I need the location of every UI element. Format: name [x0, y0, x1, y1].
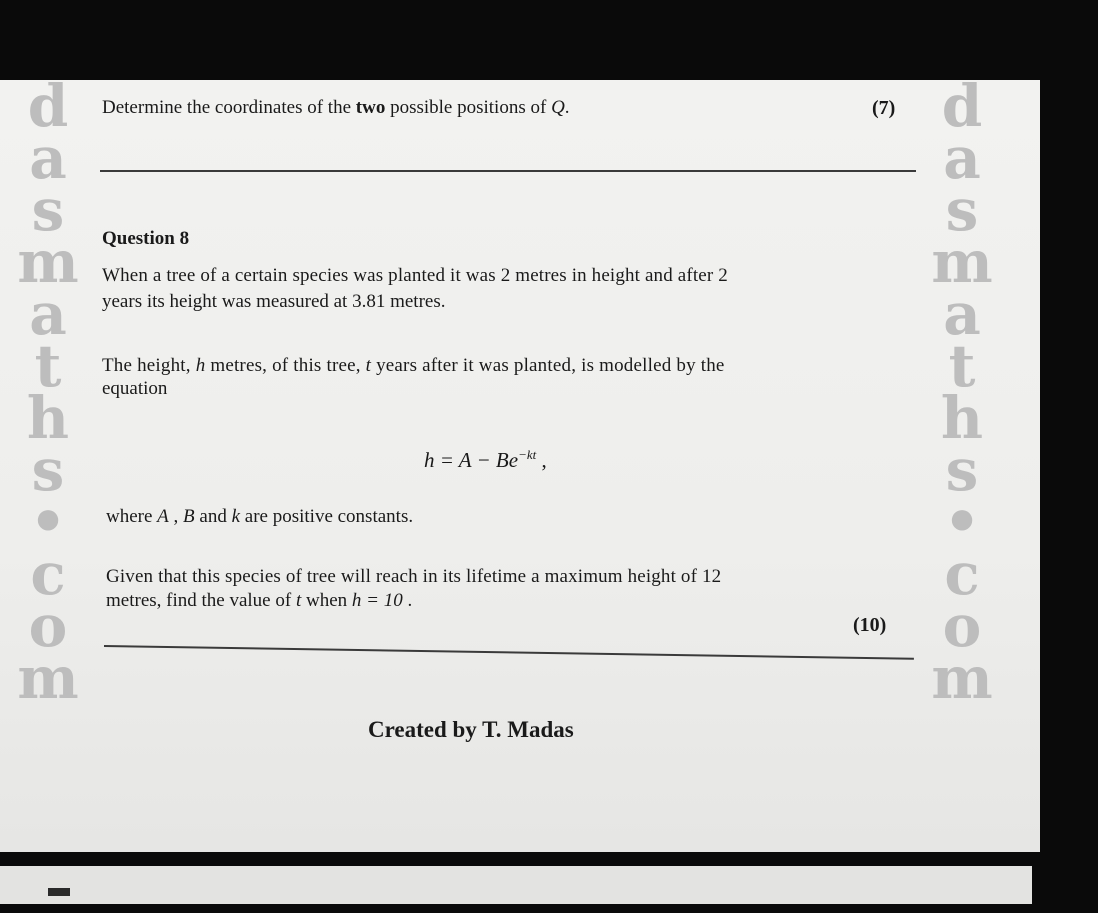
intro-line-1: When a tree of a certain species was planted it was 2 metres in height and after 2: [102, 265, 728, 286]
watermark-letter: a: [29, 280, 67, 348]
watermark-letter: c: [944, 540, 980, 608]
watermark-letter: m: [17, 228, 79, 296]
previous-task-marks: (7): [872, 97, 896, 119]
question-marks: (10): [853, 614, 887, 636]
intro-line-2: years its height was measured at 3.81 metres.: [102, 291, 446, 312]
model-equation: $h = A - Be^{-kt}$ ,: [424, 447, 547, 472]
watermark-letter: h: [26, 384, 70, 452]
model-line-1: The height, h metres, of this tree, t years after it was planted, is modelled by the: [102, 355, 725, 376]
watermark-letter: •: [943, 488, 981, 556]
constants-line: where A , B and k are positive constants.: [106, 506, 414, 527]
watermark-letter: m: [17, 644, 79, 712]
model-line-2: equation: [102, 378, 168, 399]
watermark-letter: t: [34, 332, 62, 400]
question-heading: Question 8: [102, 228, 190, 249]
watermark-letter: a: [943, 124, 981, 192]
watermark-letter: s: [31, 176, 65, 244]
watermark-letter: t: [948, 332, 976, 400]
watermark-letter: s: [945, 176, 979, 244]
watermark-letter: d: [27, 72, 69, 140]
watermark-letter: h: [940, 384, 984, 452]
divider-line: [100, 170, 916, 172]
watermark-letter: •: [29, 488, 67, 556]
watermark-letter: s: [31, 436, 65, 504]
watermark-right: [922, 72, 1002, 712]
author-credit: Created by T. Madas: [368, 717, 574, 742]
given-line-2: metres, find the value of t when h = 10 .: [106, 590, 413, 611]
watermark-letter: a: [29, 124, 67, 192]
watermark-letter: c: [30, 540, 66, 608]
previous-task-text: Determine the coordinates of the two possible positions of Q.: [102, 97, 570, 118]
watermark-letter: o: [942, 592, 982, 660]
watermark-left: [8, 72, 88, 712]
watermark-letter: m: [931, 228, 993, 296]
watermark-letter: m: [931, 644, 993, 712]
next-page-mark: [48, 888, 70, 896]
watermark-letter: o: [28, 592, 68, 660]
next-page-edge: [0, 866, 1032, 904]
watermark-letter: d: [941, 72, 983, 140]
watermark-letter: s: [945, 436, 979, 504]
watermark-letter: a: [943, 280, 981, 348]
given-line-1: Given that this species of tree will reach in its lifetime a maximum height of 12: [106, 566, 722, 587]
